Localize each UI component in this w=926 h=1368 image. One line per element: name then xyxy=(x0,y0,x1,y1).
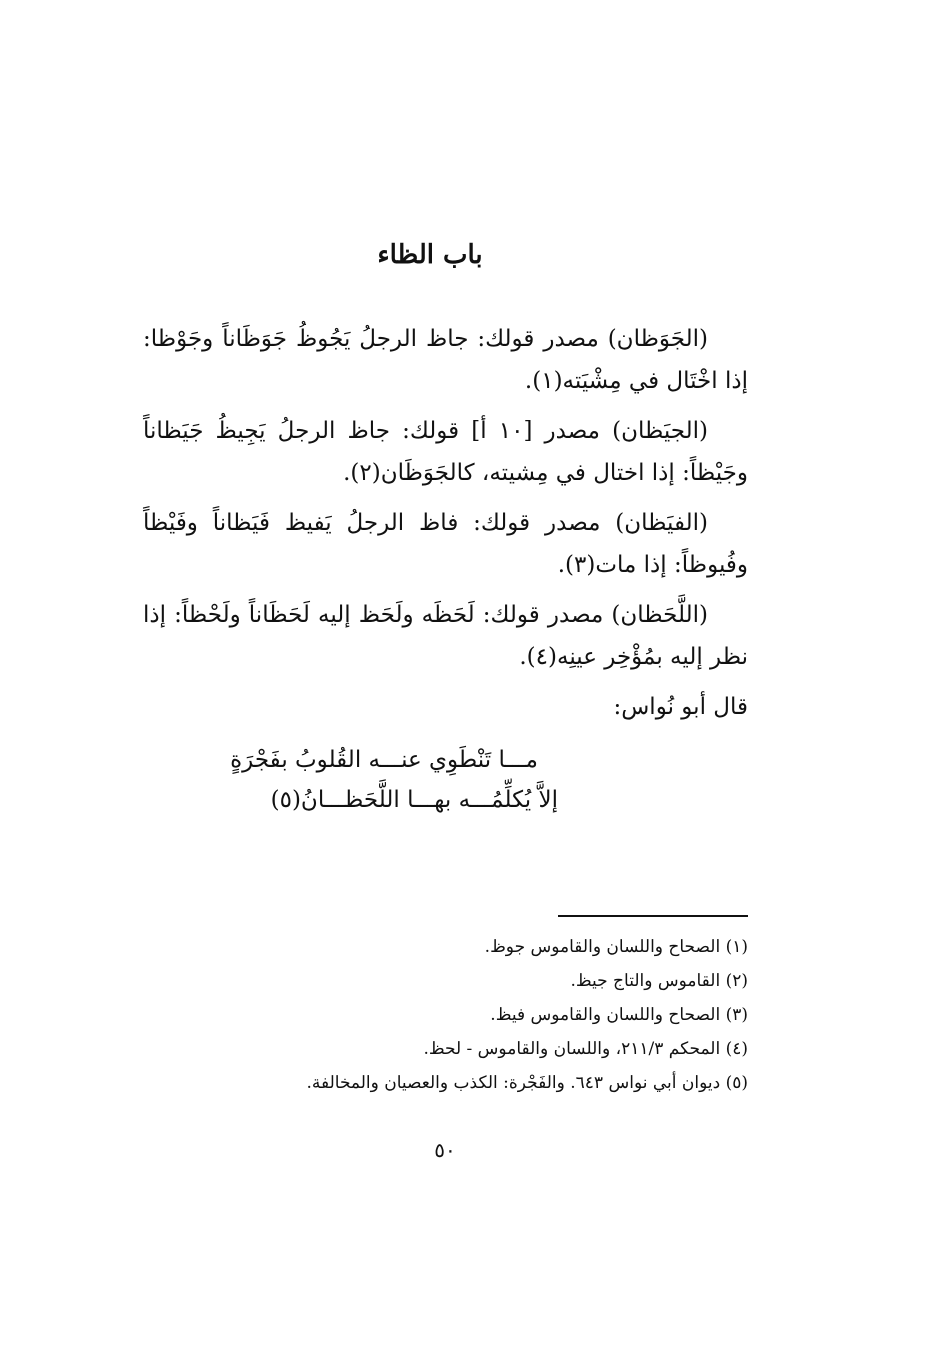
footnote-1: (١) الصحاح واللسان والقاموس جوظ. xyxy=(484,937,748,957)
poetry-verse xyxy=(143,740,748,820)
chapter-title: باب الظاء xyxy=(377,240,483,270)
footnote-2: (٢) القاموس والتاج جيظ. xyxy=(570,971,748,991)
poet-attribution: قال أبو نُواس: xyxy=(613,694,748,720)
paragraph-fayazan: (الفيَظان) مصدر قولك: فاظ الرجلُ يَفيظ فَيَظاناً وفَيْظاً وفُيوظاً: إذا مات(٣). xyxy=(143,510,748,578)
verse-line-2: إلاَّ يُكلِّمُـــه بهـــا اللَّحَظـــانُ(٥) xyxy=(270,787,558,813)
paragraph-jayazan: (الجيَظان) مصدر [١٠ أ] قولك: جاظ الرجلُ يَجِيظُ جَيَظاناً وجَيْظاً: إذا اختال في مِشيته، كالجَوَظَان(٢). xyxy=(143,418,748,486)
footnote-4: (٤) المحكم ٢١١/٣، واللسان والقاموس - لحظ. xyxy=(423,1039,748,1059)
page-number: ٥٠ xyxy=(434,1138,456,1162)
paragraph-lahazan: (اللَّحَظان) مصدر قولك: لَحَظَه ولَحَظ إليه لَحَظَاناً ولَحْظاً: إذا نظر إليه بمُؤْخِر عينِه(٤). xyxy=(143,602,748,670)
footnote-5: (٥) ديوان أبي نواس ٦٤٣. والفَجْرة: الكذب والعصيان والمخالفة. xyxy=(306,1073,748,1093)
paragraph-jawazan: (الجَوَظان) مصدر قولك: جاظ الرجلُ يَجُوظُ جَوَظَاناً وجَوْظا: إذا اخْتَال في مِشْيَته(١). xyxy=(143,326,748,394)
verse-line-1: مـــا تَنْطَوِي عنـــه القُلوبُ بفَجْرَةٍ xyxy=(230,747,538,773)
main-text xyxy=(143,318,748,736)
footnotes xyxy=(143,930,748,1100)
footnote-3: (٣) الصحاح واللسان والقاموس فيظ. xyxy=(490,1005,748,1025)
footnote-divider xyxy=(558,915,748,917)
